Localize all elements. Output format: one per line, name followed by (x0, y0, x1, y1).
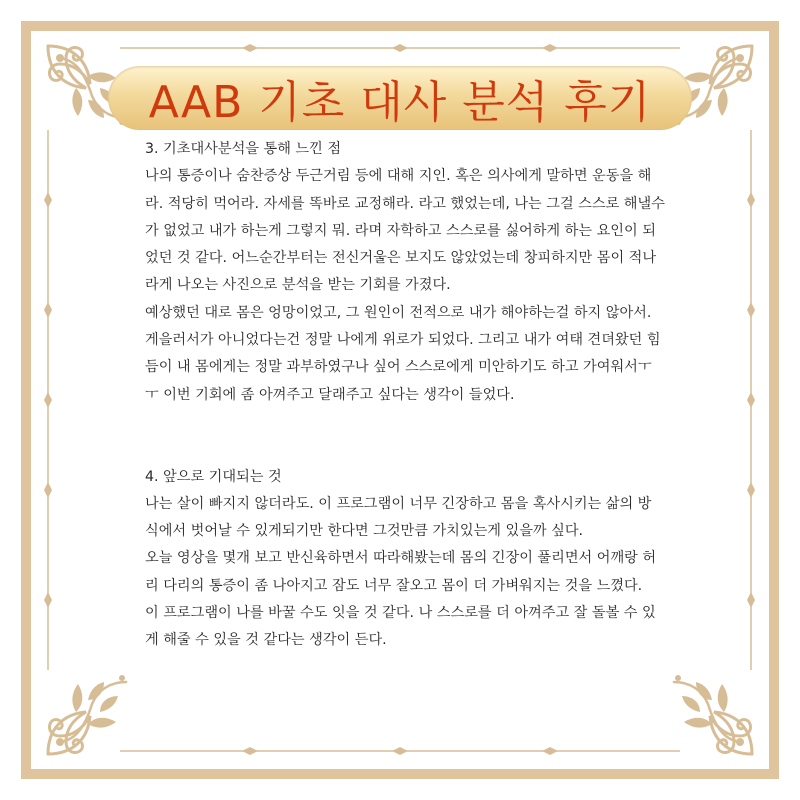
section-3-heading: 3. 기초대사분석을 통해 느낀 점 (145, 141, 342, 157)
section-4-paragraph-2: 오늘 영상을 몇개 보고 반신육하면서 따라해봤는데 몸의 긴장이 풀리면서 어깨랑 허리 다리의 통증이 좀 나아지고 잠도 너무 잘오고 몸이 더 가벼워지는 것을 느꼈다. (145, 550, 657, 594)
section-3-paragraph-2: 예상했던 대로 몸은 엉망이었고, 그 원인이 전적으로 내가 해야하는걸 하지 않아서. 게을러서가 아니었다는건 정말 나에게 위로가 되었다. 그리고 내가 여태 견뎌왔던 힘듬이 내 몸에게는 정말 과부하였구나 싶어 스스로에게 미안하기도 하고 가여워서ㅜㅜ 이번 기회에 좀 아껴주고 달래주고 싶다는 생각이 들었다. (145, 304, 661, 403)
section-4-heading: 4. 앞으로 기대되는 것 (145, 468, 282, 485)
corner-ornament-bottom-right (674, 675, 752, 754)
section-4-paragraph-3: 이 프로그램이 나를 바꿀 수도 잇을 것 같다. 나 스스로를 더 아껴주고 잘 돌볼 수 있게 해줄 수 있을 것 같다는 생각이 든다. (145, 605, 656, 649)
section-4-paragraph-1: 나는 살이 빠지지 않더라도. 이 프로그램이 너무 긴장하고 몸을 혹사시키는 삶의 방식에서 벗어날 수 있게되기만 한다면 그것만큼 가치있는게 있을까 싶다. (145, 495, 652, 540)
review-body (145, 136, 665, 655)
title-banner (108, 66, 692, 130)
section-3-paragraph-1: 나의 통증이나 숨찬증상 두근거림 등에 대해 지인. 혹은 의사에게 말하면 운동을 해라. 적당히 먹어라. 자세를 똑바로 교정해라. 라고 했었는데, 나는 그걸 스스로 해낼수가 없었고 내가 하는게 그렇지 뭐. 라며 자학하고 스스로를 싫어하게 하는 요인이 되었던 것 같다. 어느순간부터는 전신거울은 보지도 않았었는데 창피하지만 몸이 적나라게 나오는 사진으로 분석을 받는 기회를 가졌다. (145, 168, 665, 294)
corner-ornament-bottom-left (48, 675, 126, 754)
section-spacer (145, 409, 665, 464)
page-title: AAB 기초 대사 분석 후기 (148, 77, 652, 128)
